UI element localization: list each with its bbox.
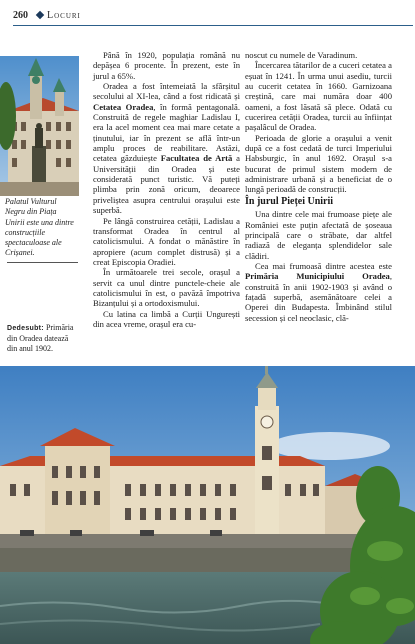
paragraph: Până în 1920, populația română nu depășea 6 procente. În prezent, este în jurul a 65%. — [93, 50, 240, 81]
paragraph: Oradea a fost întemeiată la sfârșitul secolului al XI-lea, când a fost ridicată și Cetatea Oradea, în formă pentagonală. Construită de regele maghiar Ladislau I, era la acel moment cea mai mare cetate a ținutului, iar în prezent se află într-un amplu proces de reabilitare. Astăzi, cetatea găzduiește Facultatea de Artă a Universității din Oradea și este considerată punct turistic. Vă puteți plimba prin zonă oricum, deoarece priveliștea asupra centrului orașului este superbă. — [93, 81, 240, 216]
header-rule — [13, 25, 413, 26]
page-header — [0, 0, 415, 29]
caption-rule — [7, 262, 78, 263]
paragraph: Cu latina ca limbă a Curții Ungurești din acea vreme, orașul era cu- — [93, 308, 240, 329]
running-title: Locuri — [47, 10, 81, 21]
diamond-icon — [36, 11, 44, 19]
section-heading: În jurul Pieței Unirii — [245, 195, 334, 207]
city-hall-note — [7, 323, 79, 354]
paragraph: Una dintre cele mai frumoase piețe ale României este puțin afectată de șoseaua principală care o străbate, dar altfel radiază de eleganța splendidelor sale clădiri. — [245, 209, 392, 261]
text-column-2 — [245, 50, 392, 323]
page-number: 260 — [13, 10, 28, 21]
note-label: Dedesubt: — [7, 325, 44, 332]
paragraph: Perioada de glorie a orașului a venit după ce a fost cedată de turci Imperiului Habsburgic, în anul 1692. Orașul s-a bucurat de primul sistem modern de administrare urbană și a beneficiat de o lungă perioadă de construcții. — [245, 132, 392, 195]
text-column-1 — [93, 50, 240, 329]
paragraph: Încercarea tătarilor de a cuceri cetatea a eșuat în 1241. În urma unui asediu, turcii au cucerit cetatea în 1660. Garnizoana creștină, care mai număra doar 400 oameni, a fost lăsată să plece. Odată cu cucerirea cetății Oradea, turcii au înființat pașalâcul de Oradea. — [245, 60, 392, 133]
paragraph: În următoarele trei secole, orașul a servit ca unul dintre punctele-cheie ale catolicismului în est, o pavăză împotriva Bizanțului și a ortodoxismului. — [93, 267, 240, 309]
black-eagle-palace-photo — [0, 56, 79, 196]
paragraph: noscut cu numele de Varadinum. — [245, 50, 358, 60]
paragraph: Cea mai frumoasă dintre acestea este Primăria Municipiului Oradea, construită în anii 1902-1903 și având o fațadă superbă, asemănătoare celei a Operei din Budapesta. Îmbinând stilul secession și cel neoclasic, clă- — [245, 260, 392, 323]
oradea-city-hall-photo — [0, 366, 415, 644]
paragraph: Pe lângă construirea cetății, Ladislau a transformat Oradea în centrul al catolicismului. A fondat o mănăstire în apropiere (acum complet distrusă) și a creat Episcopia Oradiei. — [93, 215, 240, 267]
photo-caption: Palatul Vulturul Negru din Piața Unirii este una dintre construcțiile spectaculoase ale Crișanei. — [5, 197, 74, 258]
note-text: Primăria din Oradea datează din anul 1902. — [7, 323, 74, 353]
